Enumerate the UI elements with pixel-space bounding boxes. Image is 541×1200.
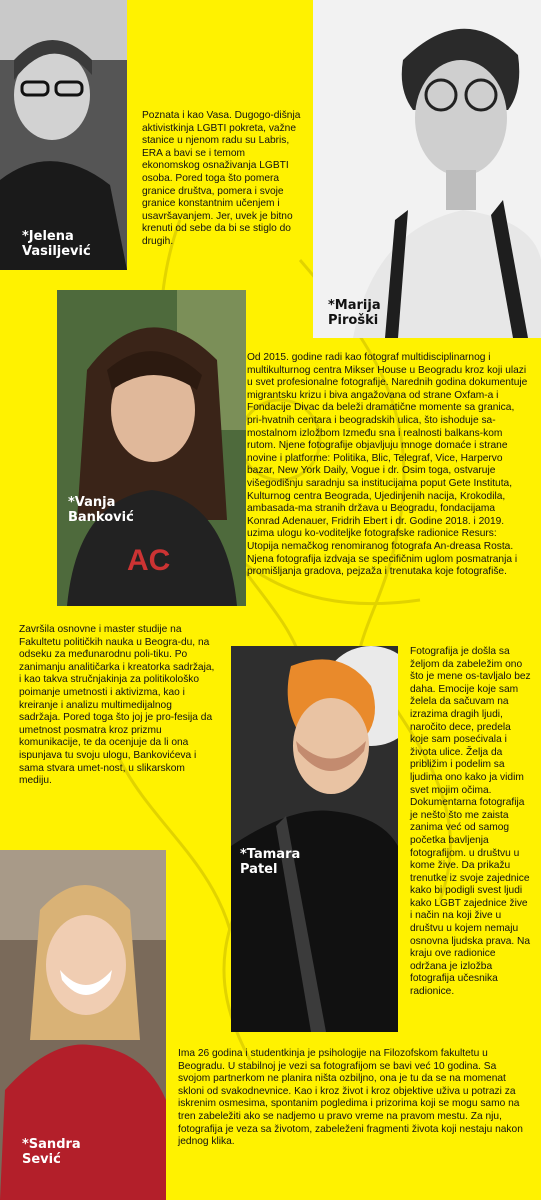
- person-name-vanja: *Vanja Banković: [68, 495, 134, 525]
- portrait-photo-marija: [313, 0, 541, 338]
- person-name-sandra: *Sandra Sević: [22, 1137, 81, 1167]
- bio-sandra: Ima 26 godina i studentkinja je psihologije na Filozofskom fakultetu u Beogradu. U stabilnoj je vezi sa fotografijom se bavi već 10 godina. Sa svojom partnerkom ne planira ništa ozbiljno, ona je tu da se na momenat skloni od svakodnevnice. Kao i kroz život i kroz objektive uživa u potrazi za iskrenim osmesima, spontanim pogledima i prizorima koji se mogu samo na tren zabeležiti ako se nadjemo u pravo vreme na pravom mestu. Za nju, fotografija je veza sa životom, zabeleženi fragmenti života koji nestaju nakon jednog klika.: [178, 1048, 523, 1148]
- person-name-jelena: *Jelena Vasiljević: [22, 229, 91, 259]
- portrait-photo-tamara: [231, 646, 398, 1032]
- person-name-tamara: *Tamara Patel: [240, 847, 301, 877]
- bio-vanja: Od 2015. godine radi kao fotograf multidisciplinarnog i multikulturnog centra Mikser House u Beogradu kroz koji ulazi u svet profesionalne fotografije. Narednih godina dokumentuje migrantsku krizu i biva angažovana od strane Oxfam-a i Fondacije Divac da beleži dramatične momente sa granica, pri-hvatnih centara i beogradskih ulica, što ishoduje sa-mostalnom izložbom Između sna i realnosti balkans-kom rutom. Njene fotografije objavljuju mnoge domaće i strane novine i platforme: Politika, Blic, Telegraf, Vice, Harpervo bazar, New York Daily, Vogue i dr. Osim toga, ostvaruje višegodišnju saradnju sa institucijama poput Gete Instituta, Kulturnog centra Beograda, Ujedinjenih nacija, Krokodila, ambasada-ma stranih država u Beogradu, fondacijama Konrad Adenauer, Fridrih Ebert i dr. Godine 2018. i 2019. uzima ulogu ko-voditeljke fotografske radionice Resurs: Utopija nemačkog renomiranog fotografa An-dreasa Rosta. Njena fotografija izdvaja se specifičnim uglom posmatranja i promišljanja gradova, pejzaža i trenutaka koje fotografiše.: [247, 352, 528, 578]
- bio-tamara: Fotografija je došla sa željom da zabeležim ono što je mene os-tavljalo bez daha. Emocije koje sam želela da sačuvam na izrazima dragih ljudi, naročito dece, predela koje sam posećivala i života ulice. Želja da približim i podelim sa ljudima ono kako ja vidim svet mojim očima. Dokumentarna fotografija je nešto što me zaista zanima već od samog početka bavljenja fotografijom. u društvu u kome žive. Da prikažu trenutke iz svoje zajednice kako bi podigli svest ljudi kako LGBT zajednice žive i način na koji žive u društvu u kojem nemaju osnovna ljudska prava. Na kraju ove radionice održana je izložba fotografija učesnika radionice.: [410, 646, 531, 998]
- svg-text:AC: AC: [127, 544, 171, 577]
- person-name-marija: *Marija Piroški: [328, 298, 381, 328]
- bio-jelena: Poznata i kao Vasa. Dugogo-dišnja aktivistkinja LGBTI pokreta, važne stanice u njenom radu su Labris, ERA a bavi se i temom ekonomskog osnaživanja LGBTI osoba. Pored toga što pomera granice društva, pomera i svoje granice konstantnim učenjem i usavršavanjem. Jer, uvek je bitno krenuti od sebe da bi se stiglo do drugih.: [142, 110, 301, 247]
- bio-political-science: Završila osnovne i master studije na Fakultetu političkih nauka u Beogra-du, na odseku za međunarodnu poli-tiku. Po zanimanju analitičarka i kreatorka sadržaja, i kao takva stručnjakinja za politikološko poimanje umetnosti i aktivizma, kao i kreiranje i analizu multimedijalnog sadržaja. Pored toga što joj je pro-fesija da umetnost posmatra kroz prizmu komunikacije, te da ocenjuje da li ona ispunjava tu svoju ulogu, Bankovićeva i sama stvara umet-nost, u slikarskom mediju.: [19, 624, 215, 787]
- portrait-photo-vanja: [57, 290, 246, 606]
